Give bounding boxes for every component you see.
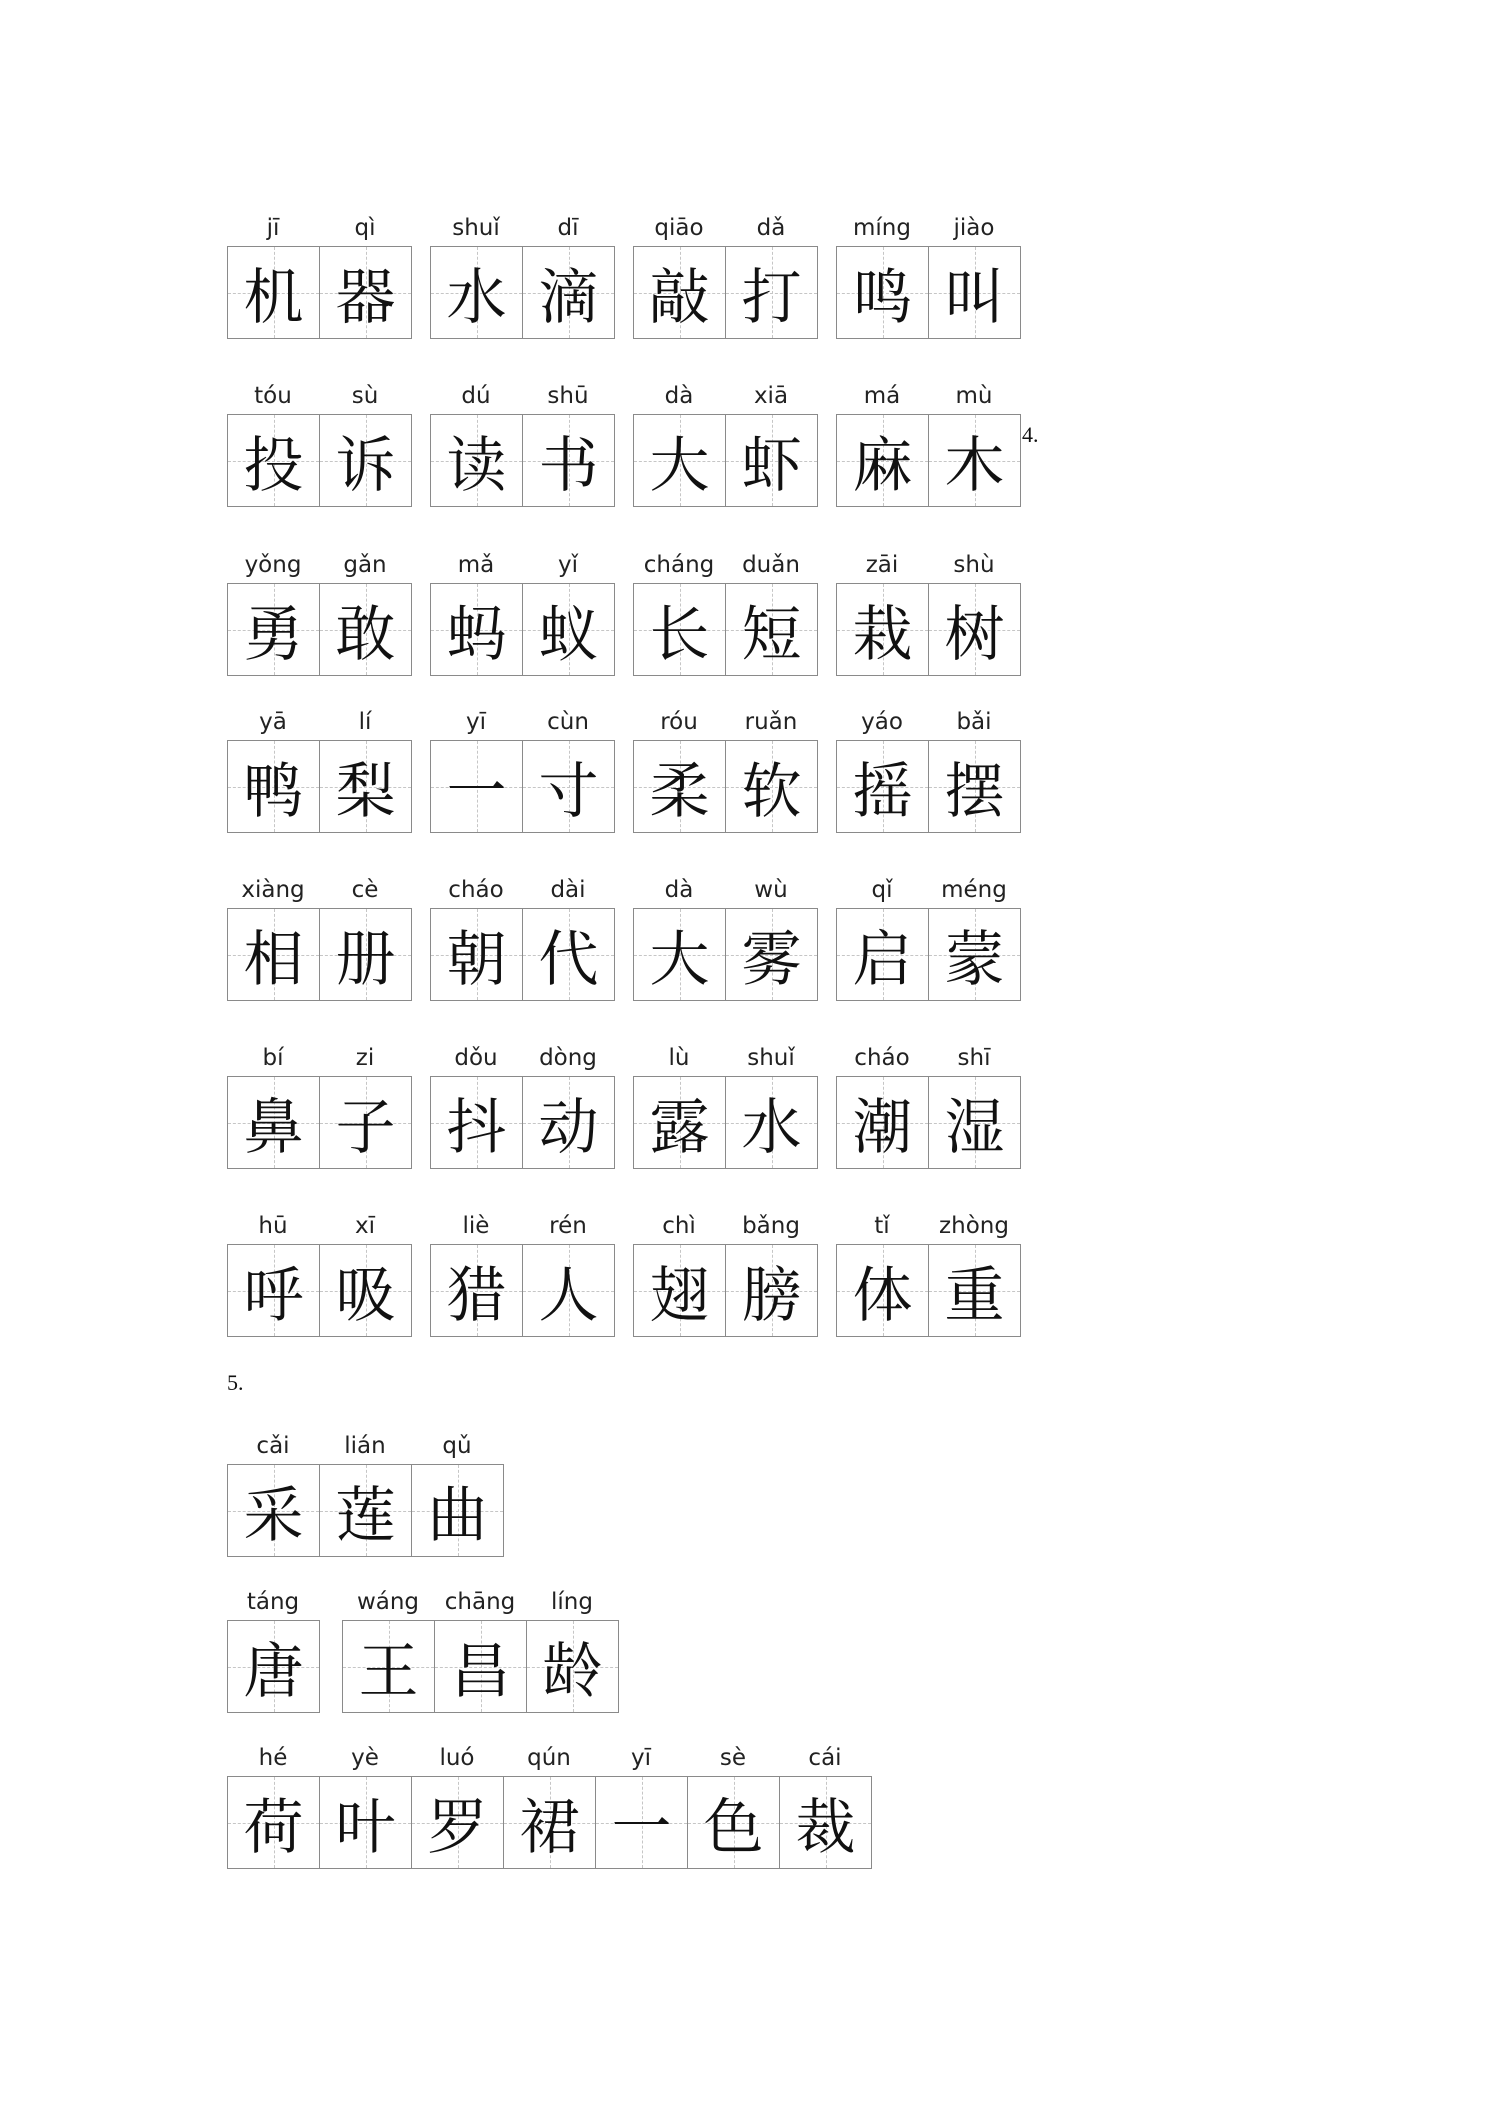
pinyin: chì xyxy=(662,1213,696,1239)
pinyin: dài xyxy=(550,877,586,903)
word-jiqi xyxy=(227,210,412,339)
pinyin: róu xyxy=(660,709,698,735)
pinyin: shuǐ xyxy=(452,215,500,241)
word-lushui xyxy=(633,1040,818,1169)
pinyin: sè xyxy=(719,1745,747,1771)
char-box: 蚂 xyxy=(431,584,523,675)
char-box: 体 xyxy=(837,1245,929,1336)
pinyin: xiàng xyxy=(241,877,305,903)
char-box: 裙 xyxy=(504,1777,596,1868)
word-wangchangling xyxy=(342,1584,619,1713)
pinyin: shù xyxy=(953,552,995,578)
char-box: 翅 xyxy=(634,1245,726,1336)
pinyin: qiāo xyxy=(654,215,704,241)
pinyin: míng xyxy=(853,215,911,241)
char-box: 蚁 xyxy=(523,584,614,675)
pinyin: yī xyxy=(630,1745,651,1771)
pinyin: dǒu xyxy=(454,1045,498,1071)
word-changduan xyxy=(633,547,818,676)
pinyin: lí xyxy=(358,709,372,735)
pinyin: hé xyxy=(258,1745,288,1771)
char-box: 莲 xyxy=(320,1465,412,1556)
word-tousu xyxy=(227,378,412,507)
char-box: 唐 xyxy=(228,1621,319,1712)
char-box: 裁 xyxy=(780,1777,871,1868)
char-box: 露 xyxy=(634,1077,726,1168)
char-box: 读 xyxy=(431,415,523,506)
char-box: 打 xyxy=(726,247,817,338)
char-box: 叫 xyxy=(929,247,1020,338)
pinyin: zhòng xyxy=(939,1213,1009,1239)
char-box: 朝 xyxy=(431,909,523,1000)
char-box: 软 xyxy=(726,741,817,832)
pinyin: cǎi xyxy=(256,1433,290,1459)
pinyin: yǒng xyxy=(244,552,302,578)
word-dawu xyxy=(633,872,818,1001)
s4-row-7 xyxy=(227,1208,1021,1337)
char-box: 一 xyxy=(431,741,523,832)
pinyin: bí xyxy=(262,1045,284,1071)
char-box: 叶 xyxy=(320,1777,412,1868)
char-box: 动 xyxy=(523,1077,614,1168)
pinyin: liè xyxy=(462,1213,490,1239)
char-box: 昌 xyxy=(435,1621,527,1712)
word-zaishu xyxy=(836,547,1021,676)
char-box: 摆 xyxy=(929,741,1020,832)
word-bizi xyxy=(227,1040,412,1169)
poem-line-row xyxy=(227,1740,872,1869)
char-box: 长 xyxy=(634,584,726,675)
pinyin: mǎ xyxy=(457,552,495,578)
pinyin: yā xyxy=(259,709,287,735)
pinyin: jiào xyxy=(953,215,995,241)
pinyin: yǐ xyxy=(557,552,578,578)
pinyin: jī xyxy=(266,215,280,241)
pinyin: cháo xyxy=(448,877,504,903)
char-box: 寸 xyxy=(523,741,614,832)
pinyin: bǎng xyxy=(742,1213,800,1239)
pinyin: líng xyxy=(551,1589,593,1615)
poem-title-row xyxy=(227,1428,504,1557)
pinyin: cè xyxy=(351,877,379,903)
char-box: 采 xyxy=(228,1465,320,1556)
poem-author-row xyxy=(227,1584,619,1713)
word-yicun xyxy=(430,704,615,833)
pinyin: lián xyxy=(344,1433,386,1459)
pinyin: qǔ xyxy=(442,1433,472,1459)
pinyin: tóu xyxy=(254,383,292,409)
char-box: 罗 xyxy=(412,1777,504,1868)
char-box: 树 xyxy=(929,584,1020,675)
char-box: 色 xyxy=(688,1777,780,1868)
char-box: 栽 xyxy=(837,584,929,675)
char-box: 短 xyxy=(726,584,817,675)
pinyin: méng xyxy=(941,877,1007,903)
char-box: 抖 xyxy=(431,1077,523,1168)
pinyin: wù xyxy=(754,877,788,903)
pinyin: cháo xyxy=(854,1045,910,1071)
word-shuidi xyxy=(430,210,615,339)
char-box: 书 xyxy=(523,415,614,506)
char-box: 诉 xyxy=(320,415,411,506)
pinyin: shī xyxy=(957,1045,991,1071)
word-rouruan xyxy=(633,704,818,833)
pinyin: gǎn xyxy=(343,552,387,578)
word-mingjiao xyxy=(836,210,1021,339)
pinyin: qún xyxy=(527,1745,571,1771)
char-box: 鸭 xyxy=(228,741,320,832)
char-box: 梨 xyxy=(320,741,411,832)
word-chaodai xyxy=(430,872,615,1001)
char-box: 吸 xyxy=(320,1245,411,1336)
word-qiaoda xyxy=(633,210,818,339)
s4-row-6 xyxy=(227,1040,1021,1169)
char-box: 册 xyxy=(320,909,411,1000)
s4-row-5 xyxy=(227,872,1021,1001)
char-box: 膀 xyxy=(726,1245,817,1336)
pinyin: hū xyxy=(258,1213,288,1239)
pinyin: zāi xyxy=(865,552,899,578)
pinyin: dī xyxy=(557,215,579,241)
char-box: 猎 xyxy=(431,1245,523,1336)
word-doudong xyxy=(430,1040,615,1169)
pinyin: luó xyxy=(439,1745,475,1771)
pinyin: lù xyxy=(668,1045,690,1071)
word-mayi xyxy=(430,547,615,676)
pinyin: qì xyxy=(354,215,376,241)
pinyin: táng xyxy=(246,1589,300,1615)
pinyin: rén xyxy=(549,1213,587,1239)
char-box: 湿 xyxy=(929,1077,1020,1168)
word-tizhong xyxy=(836,1208,1021,1337)
char-box: 蒙 xyxy=(929,909,1020,1000)
pinyin: mù xyxy=(955,383,993,409)
word-yali xyxy=(227,704,412,833)
word-yaobai xyxy=(836,704,1021,833)
char-box: 龄 xyxy=(527,1621,618,1712)
word-mamu xyxy=(836,378,1021,507)
section-5-marker: 5. xyxy=(227,1370,244,1395)
pinyin: yáo xyxy=(861,709,903,735)
pinyin: dǎ xyxy=(756,215,786,241)
pinyin: cháng xyxy=(643,552,715,578)
char-box: 柔 xyxy=(634,741,726,832)
pinyin: shū xyxy=(547,383,589,409)
word-daxia xyxy=(633,378,818,507)
pinyin: dà xyxy=(664,383,694,409)
word-cailianqu xyxy=(227,1428,504,1557)
pinyin: má xyxy=(863,383,901,409)
char-box: 敲 xyxy=(634,247,726,338)
pinyin: duǎn xyxy=(742,552,800,578)
pinyin: wáng xyxy=(356,1589,420,1615)
pinyin: bǎi xyxy=(956,709,992,735)
pinyin: cùn xyxy=(547,709,589,735)
char-box: 大 xyxy=(634,909,726,1000)
pinyin: dú xyxy=(461,383,491,409)
char-box: 虾 xyxy=(726,415,817,506)
char-box: 人 xyxy=(523,1245,614,1336)
char-box: 代 xyxy=(523,909,614,1000)
char-box: 麻 xyxy=(837,415,929,506)
s4-row-2 xyxy=(227,378,1021,507)
word-huxi xyxy=(227,1208,412,1337)
word-chaoshi xyxy=(836,1040,1021,1169)
char-box: 王 xyxy=(343,1621,435,1712)
char-box: 潮 xyxy=(837,1077,929,1168)
char-box: 器 xyxy=(320,247,411,338)
pinyin: yī xyxy=(465,709,486,735)
s4-row-3 xyxy=(227,547,1021,676)
pinyin: tǐ xyxy=(874,1213,890,1239)
char-box: 摇 xyxy=(837,741,929,832)
char-box: 鼻 xyxy=(228,1077,320,1168)
word-qimeng xyxy=(836,872,1021,1001)
pinyin: qǐ xyxy=(871,877,893,903)
char-box: 重 xyxy=(929,1245,1020,1336)
pinyin: sù xyxy=(351,383,379,409)
char-box: 投 xyxy=(228,415,320,506)
char-box: 勇 xyxy=(228,584,320,675)
char-box: 曲 xyxy=(412,1465,503,1556)
word-xiangce xyxy=(227,872,412,1001)
word-poem-line xyxy=(227,1740,872,1869)
char-box: 敢 xyxy=(320,584,411,675)
char-box: 鸣 xyxy=(837,247,929,338)
char-box: 水 xyxy=(726,1077,817,1168)
pinyin: dà xyxy=(664,877,694,903)
pinyin: shuǐ xyxy=(747,1045,795,1071)
char-box: 大 xyxy=(634,415,726,506)
word-dushu xyxy=(430,378,615,507)
char-box: 滴 xyxy=(523,247,614,338)
pinyin: chāng xyxy=(444,1589,516,1615)
word-chibang xyxy=(633,1208,818,1337)
char-box: 雾 xyxy=(726,909,817,1000)
char-box: 呼 xyxy=(228,1245,320,1336)
word-yonggan xyxy=(227,547,412,676)
s4-row-1 xyxy=(227,210,1021,339)
pinyin: xī xyxy=(354,1213,375,1239)
char-box: 一 xyxy=(596,1777,688,1868)
char-box: 水 xyxy=(431,247,523,338)
word-tang xyxy=(227,1584,320,1713)
s4-row-4 xyxy=(227,704,1021,833)
pinyin: cái xyxy=(808,1745,842,1771)
pinyin: zi xyxy=(355,1045,375,1071)
section-4-marker: 4. xyxy=(1022,422,1039,447)
char-box: 机 xyxy=(228,247,320,338)
char-box: 子 xyxy=(320,1077,411,1168)
word-lieren xyxy=(430,1208,615,1337)
pinyin: dòng xyxy=(539,1045,597,1071)
pinyin: xiā xyxy=(753,383,789,409)
char-box: 相 xyxy=(228,909,320,1000)
char-box: 启 xyxy=(837,909,929,1000)
char-box: 木 xyxy=(929,415,1020,506)
pinyin: yè xyxy=(351,1745,379,1771)
pinyin: ruǎn xyxy=(744,709,798,735)
char-box: 荷 xyxy=(228,1777,320,1868)
